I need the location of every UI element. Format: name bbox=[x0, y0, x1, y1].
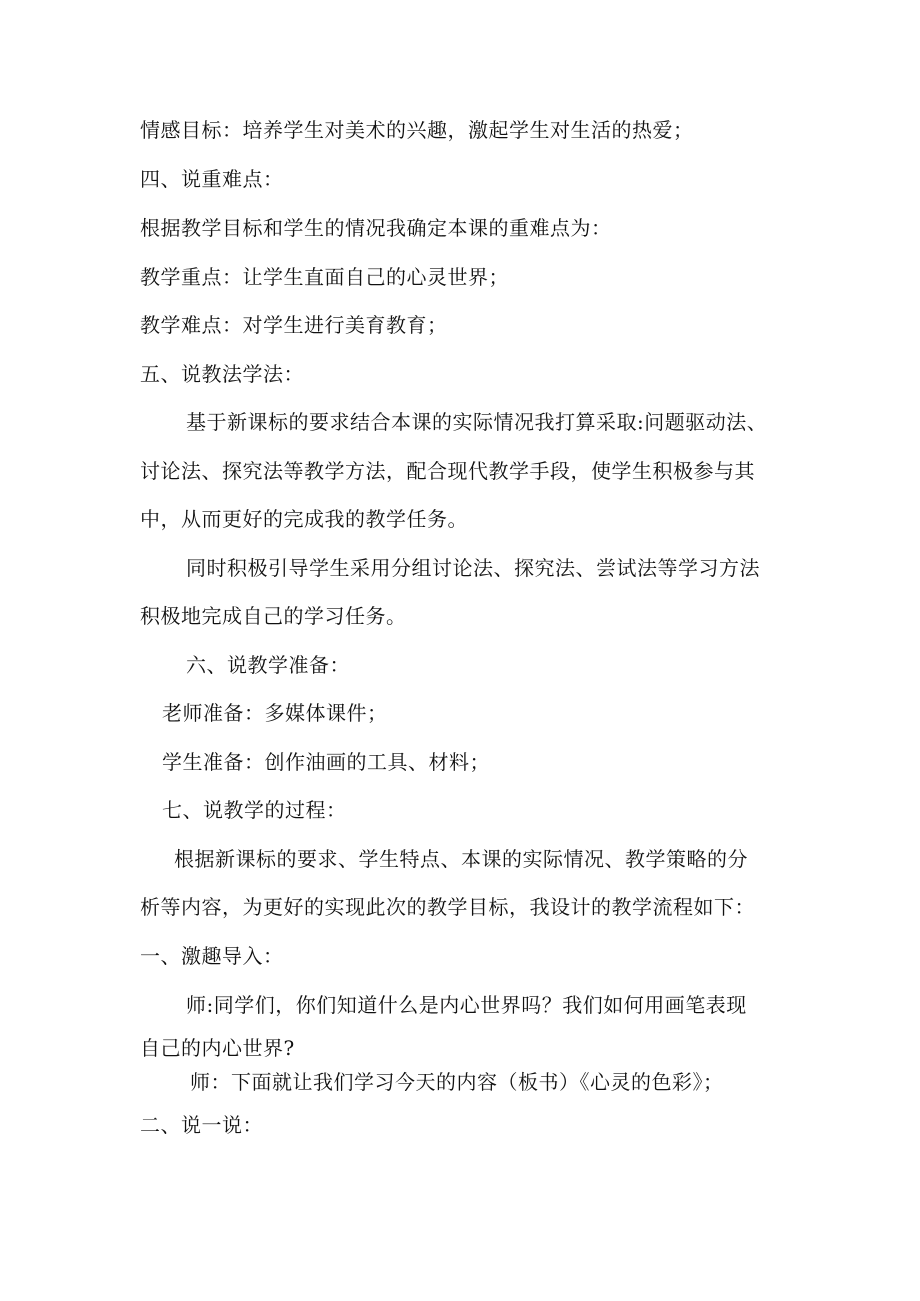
paragraph-learning-line-2: 积极地完成自己的学习任务。 bbox=[140, 604, 407, 628]
section-heading-introduction: 一、激趣导入： bbox=[140, 944, 284, 968]
paragraph-methods-line-1: 基于新课标的要求结合本课的实际情况我打算采取:问题驱动法、 bbox=[186, 410, 768, 434]
section-heading-methods: 五、说教法学法： bbox=[140, 362, 304, 386]
paragraph-process-line-1: 根据新课标的要求、学生特点、本课的实际情况、教学策略的分 bbox=[174, 847, 748, 871]
section-heading-key-points: 四、说重难点： bbox=[140, 167, 284, 191]
paragraph-methods-line-2: 讨论法、探究法等教学方法，配合现代教学手段，使学生积极参与其 bbox=[140, 459, 755, 483]
paragraph-methods-line-3: 中，从而更好的完成我的教学任务。 bbox=[140, 507, 468, 531]
section-heading-talk: 二、说一说： bbox=[140, 1113, 263, 1137]
text-line-teaching-focus: 教学重点：让学生直面自己的心灵世界； bbox=[140, 265, 509, 289]
text-line-teaching-difficulty: 教学难点：对学生进行美育教育； bbox=[140, 313, 448, 337]
text-line-teacher-preparation: 老师准备：多媒体课件； bbox=[162, 701, 388, 725]
text-line-key-points-intro: 根据教学目标和学生的情况我确定本课的重难点为： bbox=[140, 216, 612, 240]
section-heading-process: 七、说教学的过程： bbox=[162, 798, 347, 822]
text-line-teacher-question-1: 师:同学们，你们知道什么是内心世界吗？我们如何用画笔表现 bbox=[186, 993, 747, 1017]
section-heading-preparation: 六、说教学准备： bbox=[186, 653, 350, 677]
text-line-student-preparation: 学生准备：创作油画的工具、材料； bbox=[162, 750, 490, 774]
text-line-teacher-topic: 师：下面就让我们学习今天的内容（板书）《心灵的色彩》； bbox=[190, 1070, 724, 1094]
paragraph-learning-line-1: 同时积极引导学生采用分组讨论法、探究法、尝试法等学习方法 bbox=[186, 556, 760, 580]
paragraph-process-line-2: 析等内容，为更好的实现此次的教学目标，我设计的教学流程如下： bbox=[140, 895, 755, 919]
text-line-teacher-question-2: 自己的内心世界? bbox=[140, 1036, 295, 1060]
text-line-emotion-goal: 情感目标：培养学生对美术的兴趣，激起学生对生活的热爱； bbox=[140, 118, 694, 142]
